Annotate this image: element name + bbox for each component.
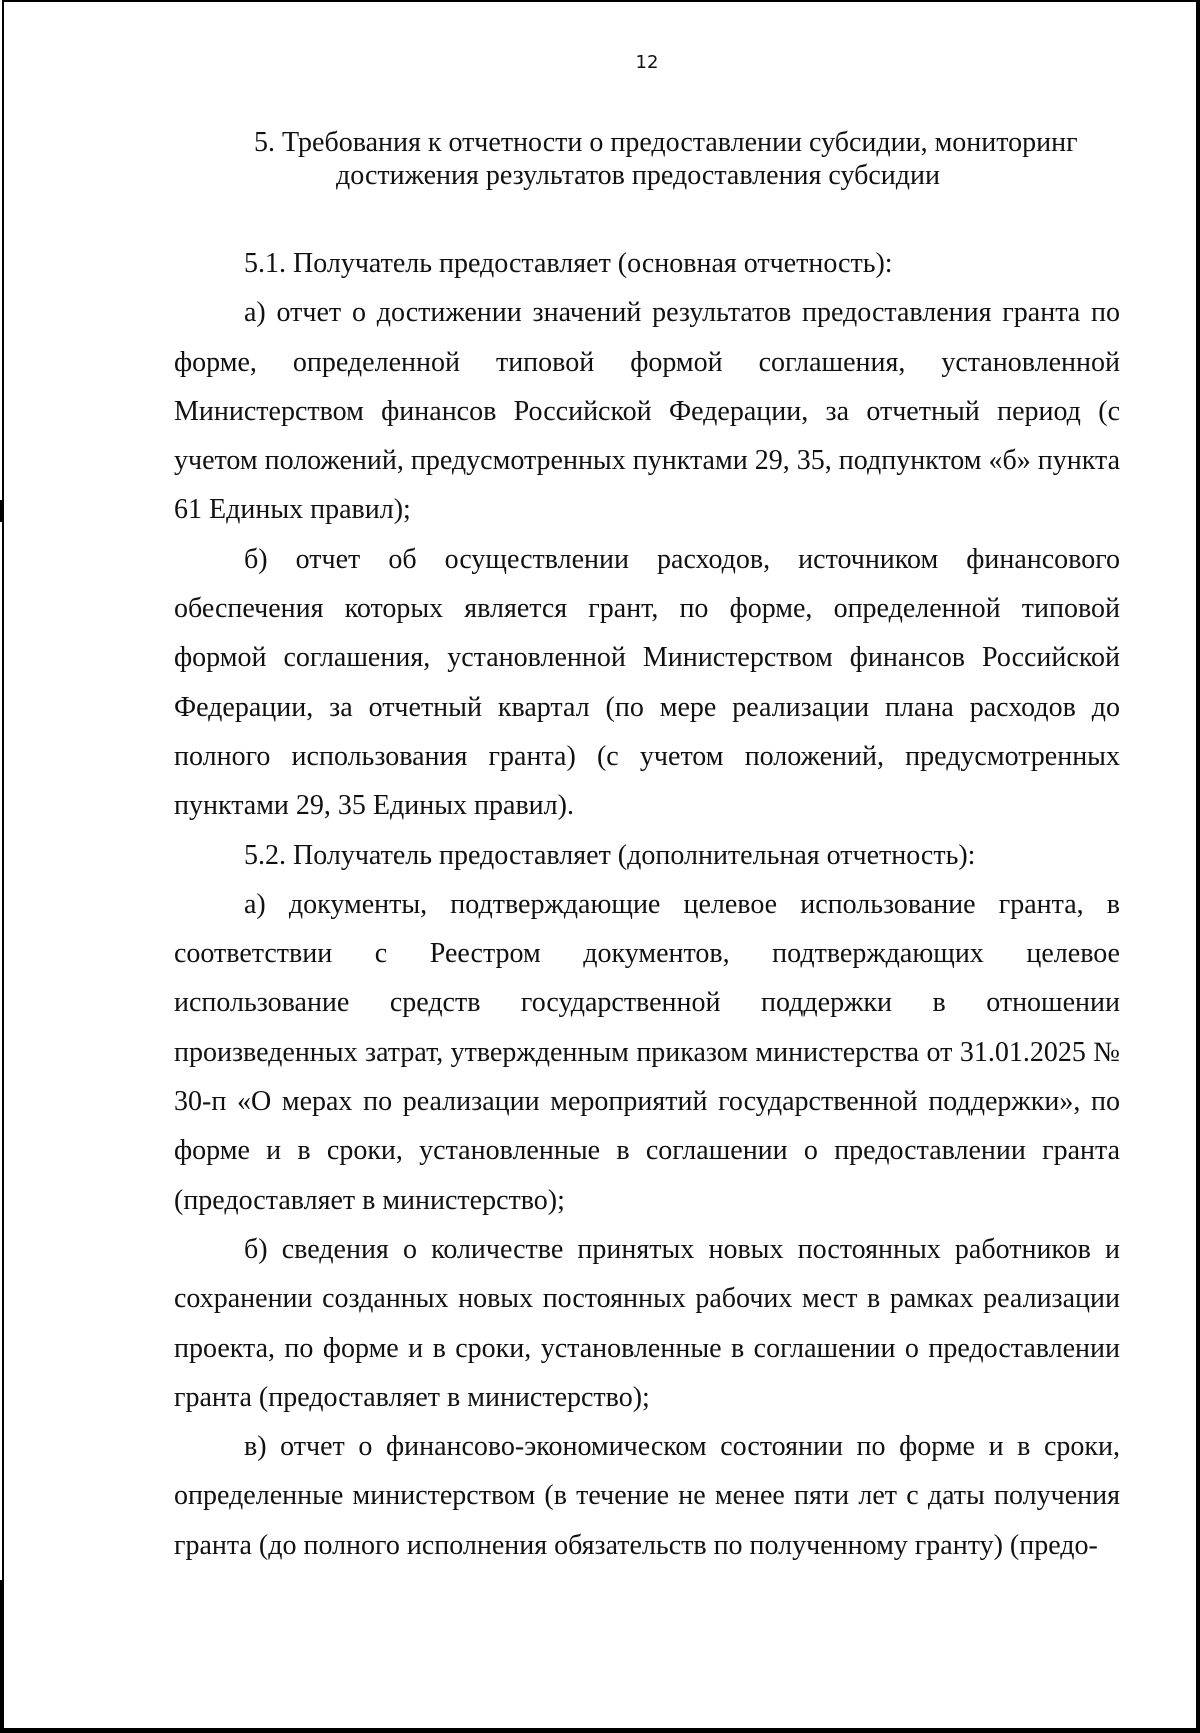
page-number: 12 bbox=[635, 52, 659, 73]
section-heading-line-2: достижения результатов предоставления субсидии bbox=[336, 160, 940, 191]
section-heading bbox=[254, 126, 1134, 192]
document-body bbox=[174, 239, 1120, 1570]
scan-mark-left-bottom bbox=[0, 1580, 2, 1730]
paragraph-5-2-b: б) сведения о количестве принятых новых постоянных работников и сохранении созданных новых постоянных рабочих мест в рамках реализации проекта, по форме и в сроки, установленные в соглашении о предоставлении гранта (предоставляет в министерство); bbox=[174, 1233, 1120, 1413]
paragraph-5-2-a: а) документы, подтверждающие целевое использование гранта, в соответствии с Реестром документов, подтверждающих целевое использование средств государственной поддержки в отношении произведенных затрат, утвержденным приказом министерства от 31.01.2025 № 30-п «О мерах по реализации мероприятий государственной поддержки», по форме и в сроки, установленные в соглашении о предоставлении гранта (предоставляет в министерство); bbox=[174, 888, 1120, 1216]
scan-edge-bottom bbox=[0, 1728, 1200, 1733]
paragraph-5-1: 5.1. Получатель предоставляет (основная отчетность): bbox=[244, 248, 893, 279]
paragraph-5-1-b: б) отчет об осуществлении расходов, источником финансового обеспечения которых является грант, по форме, определенной типовой формой соглашения, установленной Министерством финансов Российской Федерации, за отчетный квартал (по мере реализации плана расходов до полного использования гранта) (с учетом положений, предусмотренных пунктами 29, 35 Единых правил). bbox=[174, 543, 1120, 822]
paragraph-5-1-a: а) отчет о достижении значений результатов предоставления гранта по форме, определенной типовой формой соглашения, установленной Министерством финансов Российской Федерации, за отчетный период (с учетом положений, предусмотренных пунктами 29, 35, подпунктом «б» пункта 61 Единых правил); bbox=[174, 297, 1120, 526]
paragraph-5-2: 5.2. Получатель предоставляет (дополнительная отчетность): bbox=[244, 839, 976, 871]
scan-mark-left-top bbox=[0, 500, 2, 522]
document-page bbox=[2, 0, 1198, 1733]
scan-edge-right bbox=[1196, 0, 1200, 1733]
paragraph-5-2-v: в) отчет о финансово-экономическом состоянии по форме и в сроки, определенные министерством (в течение не менее пяти лет с даты получения гранта (до полного исполнения обязательств по полученному гранту) (предо- bbox=[174, 1431, 1120, 1561]
section-heading-line-1: 5. Требования к отчетности о предоставлении субсидии, мониторинг bbox=[254, 127, 1078, 158]
